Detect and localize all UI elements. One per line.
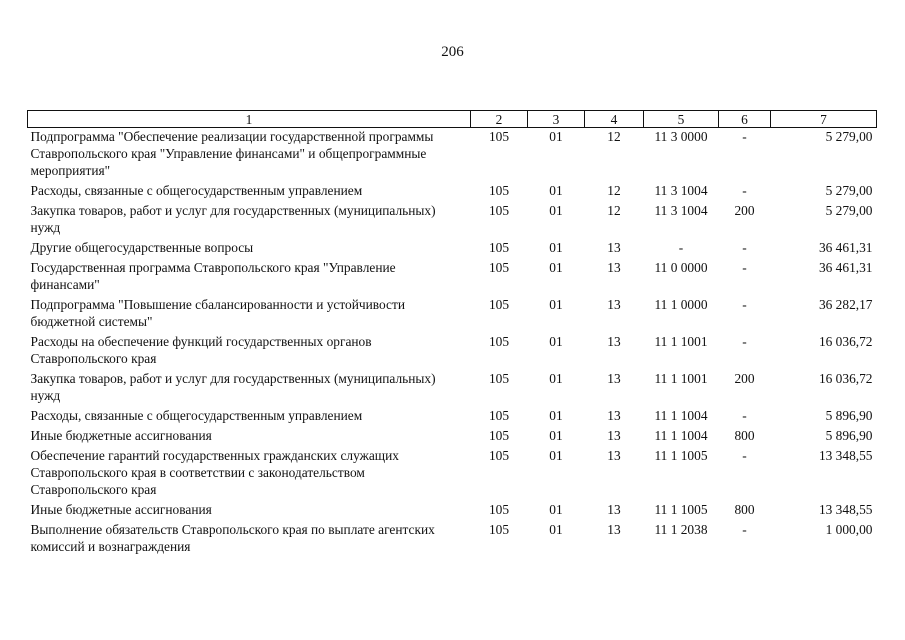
row-name: Выполнение обязательств Ставропольского края по выплате агентских комиссий и вознаграждения bbox=[30, 522, 435, 554]
row-amount: 13 348,55 bbox=[818, 502, 873, 517]
column-header-3: 3 bbox=[528, 111, 585, 128]
row-subsection-code: 13 bbox=[607, 428, 621, 443]
row-subsection-code: 13 bbox=[607, 334, 621, 349]
row-target-code: 11 1 1001 bbox=[654, 371, 708, 386]
row-target-code: - bbox=[678, 240, 684, 255]
row-target-code: 11 3 0000 bbox=[654, 129, 708, 144]
row-section-code: 01 bbox=[549, 240, 563, 255]
row-subsection-code: 12 bbox=[607, 129, 621, 144]
row-target-code: 11 1 2038 bbox=[654, 522, 708, 537]
row-target-code: 11 3 1004 bbox=[654, 203, 708, 218]
column-header-1: 1 bbox=[28, 111, 471, 128]
row-admin-code: 105 bbox=[488, 129, 510, 144]
table-row bbox=[28, 501, 877, 521]
row-subsection-code: 13 bbox=[607, 297, 621, 312]
table-row bbox=[28, 521, 877, 558]
row-admin-code: 105 bbox=[488, 203, 510, 218]
row-amount: 5 279,00 bbox=[825, 183, 873, 198]
row-section-code: 01 bbox=[549, 297, 563, 312]
row-admin-code: 105 bbox=[488, 260, 510, 275]
column-header-5: 5 bbox=[644, 111, 719, 128]
row-admin-code: 105 bbox=[488, 297, 510, 312]
row-admin-code: 105 bbox=[488, 448, 510, 463]
row-target-code: 11 1 1004 bbox=[654, 428, 708, 443]
row-section-code: 01 bbox=[549, 371, 563, 386]
table-row bbox=[28, 202, 877, 239]
row-admin-code: 105 bbox=[488, 334, 510, 349]
table-row bbox=[28, 239, 877, 259]
row-subsection-code: 13 bbox=[607, 408, 621, 423]
row-amount: 36 282,17 bbox=[818, 297, 873, 312]
row-name: Подпрограмма "Повышение сбалансированности и устойчивости бюджетной системы" bbox=[30, 297, 405, 329]
row-name: Расходы, связанные с общегосударственным управлением bbox=[30, 183, 363, 198]
row-name: Расходы на обеспечение функций государственных органов Ставропольского края bbox=[30, 334, 372, 366]
row-expense-type: 200 bbox=[734, 203, 755, 218]
row-expense-type: - bbox=[742, 240, 747, 255]
row-amount: 5 279,00 bbox=[825, 129, 873, 144]
row-amount: 5 279,00 bbox=[825, 203, 873, 218]
row-section-code: 01 bbox=[549, 408, 563, 423]
row-subsection-code: 13 bbox=[607, 371, 621, 386]
row-section-code: 01 bbox=[549, 183, 563, 198]
row-name: Закупка товаров, работ и услуг для государственных (муниципальных) нужд bbox=[30, 371, 436, 403]
row-subsection-code: 13 bbox=[607, 240, 621, 255]
row-amount: 16 036,72 bbox=[818, 371, 873, 386]
row-target-code: 11 3 1004 bbox=[654, 183, 708, 198]
table-row bbox=[28, 427, 877, 447]
table-row bbox=[28, 407, 877, 427]
row-subsection-code: 12 bbox=[607, 203, 621, 218]
row-expense-type: - bbox=[742, 408, 747, 423]
row-name: Обеспечение гарантий государственных гражданских служащих Ставропольского края в соответствии с законодательством Ставропольского края bbox=[30, 448, 399, 497]
row-expense-type: - bbox=[742, 129, 747, 144]
row-section-code: 01 bbox=[549, 203, 563, 218]
row-amount: 5 896,90 bbox=[825, 428, 873, 443]
row-name: Расходы, связанные с общегосударственным управлением bbox=[30, 408, 363, 423]
row-target-code: 11 1 1004 bbox=[654, 408, 708, 423]
row-name: Подпрограмма "Обеспечение реализации государственной программы Ставропольского края "Управление финансами" и общепрограммные мероприятия" bbox=[30, 129, 434, 178]
row-section-code: 01 bbox=[549, 260, 563, 275]
row-expense-type: - bbox=[742, 334, 747, 349]
table-row bbox=[28, 182, 877, 202]
row-section-code: 01 bbox=[549, 502, 563, 517]
row-amount: 1 000,00 bbox=[825, 522, 873, 537]
row-expense-type: 800 bbox=[734, 428, 755, 443]
row-expense-type: - bbox=[742, 260, 747, 275]
row-section-code: 01 bbox=[549, 129, 563, 144]
row-admin-code: 105 bbox=[488, 183, 510, 198]
table-row bbox=[28, 296, 877, 333]
row-amount: 16 036,72 bbox=[818, 334, 873, 349]
row-amount: 36 461,31 bbox=[818, 240, 873, 255]
row-target-code: 11 0 0000 bbox=[654, 260, 708, 275]
table-row bbox=[28, 259, 877, 296]
row-target-code: 11 1 1001 bbox=[654, 334, 708, 349]
column-header-6: 6 bbox=[719, 111, 771, 128]
row-section-code: 01 bbox=[549, 448, 563, 463]
row-name: Иные бюджетные ассигнования bbox=[30, 428, 212, 443]
row-expense-type: - bbox=[742, 183, 747, 198]
row-section-code: 01 bbox=[549, 334, 563, 349]
row-target-code: 11 1 1005 bbox=[654, 448, 708, 463]
table-row bbox=[28, 333, 877, 370]
row-expense-type: 200 bbox=[734, 371, 755, 386]
row-expense-type: - bbox=[742, 522, 747, 537]
row-admin-code: 105 bbox=[488, 371, 510, 386]
row-target-code: 11 1 1005 bbox=[654, 502, 708, 517]
row-admin-code: 105 bbox=[488, 408, 510, 423]
table-body bbox=[28, 128, 877, 559]
row-name: Иные бюджетные ассигнования bbox=[30, 502, 212, 517]
table-row bbox=[28, 128, 877, 183]
row-section-code: 01 bbox=[549, 428, 563, 443]
row-admin-code: 105 bbox=[488, 522, 510, 537]
row-amount: 36 461,31 bbox=[818, 260, 873, 275]
row-expense-type: - bbox=[742, 297, 747, 312]
row-name: Закупка товаров, работ и услуг для государственных (муниципальных) нужд bbox=[30, 203, 436, 235]
column-header-7: 7 bbox=[771, 111, 877, 128]
row-admin-code: 105 bbox=[488, 502, 510, 517]
row-target-code: 11 1 0000 bbox=[654, 297, 708, 312]
row-name: Государственная программа Ставропольского края "Управление финансами" bbox=[30, 260, 396, 292]
row-subsection-code: 13 bbox=[607, 260, 621, 275]
page-number: 206 bbox=[441, 44, 464, 60]
row-expense-type: 800 bbox=[734, 502, 755, 517]
row-amount: 5 896,90 bbox=[825, 408, 873, 423]
row-expense-type: - bbox=[742, 448, 747, 463]
row-amount: 13 348,55 bbox=[818, 448, 873, 463]
row-subsection-code: 13 bbox=[607, 502, 621, 517]
row-name: Другие общегосударственные вопросы bbox=[30, 240, 254, 255]
row-subsection-code: 13 bbox=[607, 522, 621, 537]
row-admin-code: 105 bbox=[488, 240, 510, 255]
budget-table bbox=[27, 110, 877, 558]
column-header-2: 2 bbox=[471, 111, 528, 128]
table-header-row bbox=[28, 111, 877, 128]
table-row bbox=[28, 447, 877, 501]
row-admin-code: 105 bbox=[488, 428, 510, 443]
column-header-4: 4 bbox=[585, 111, 644, 128]
row-section-code: 01 bbox=[549, 522, 563, 537]
row-subsection-code: 12 bbox=[607, 183, 621, 198]
table-row bbox=[28, 370, 877, 407]
row-subsection-code: 13 bbox=[607, 448, 621, 463]
